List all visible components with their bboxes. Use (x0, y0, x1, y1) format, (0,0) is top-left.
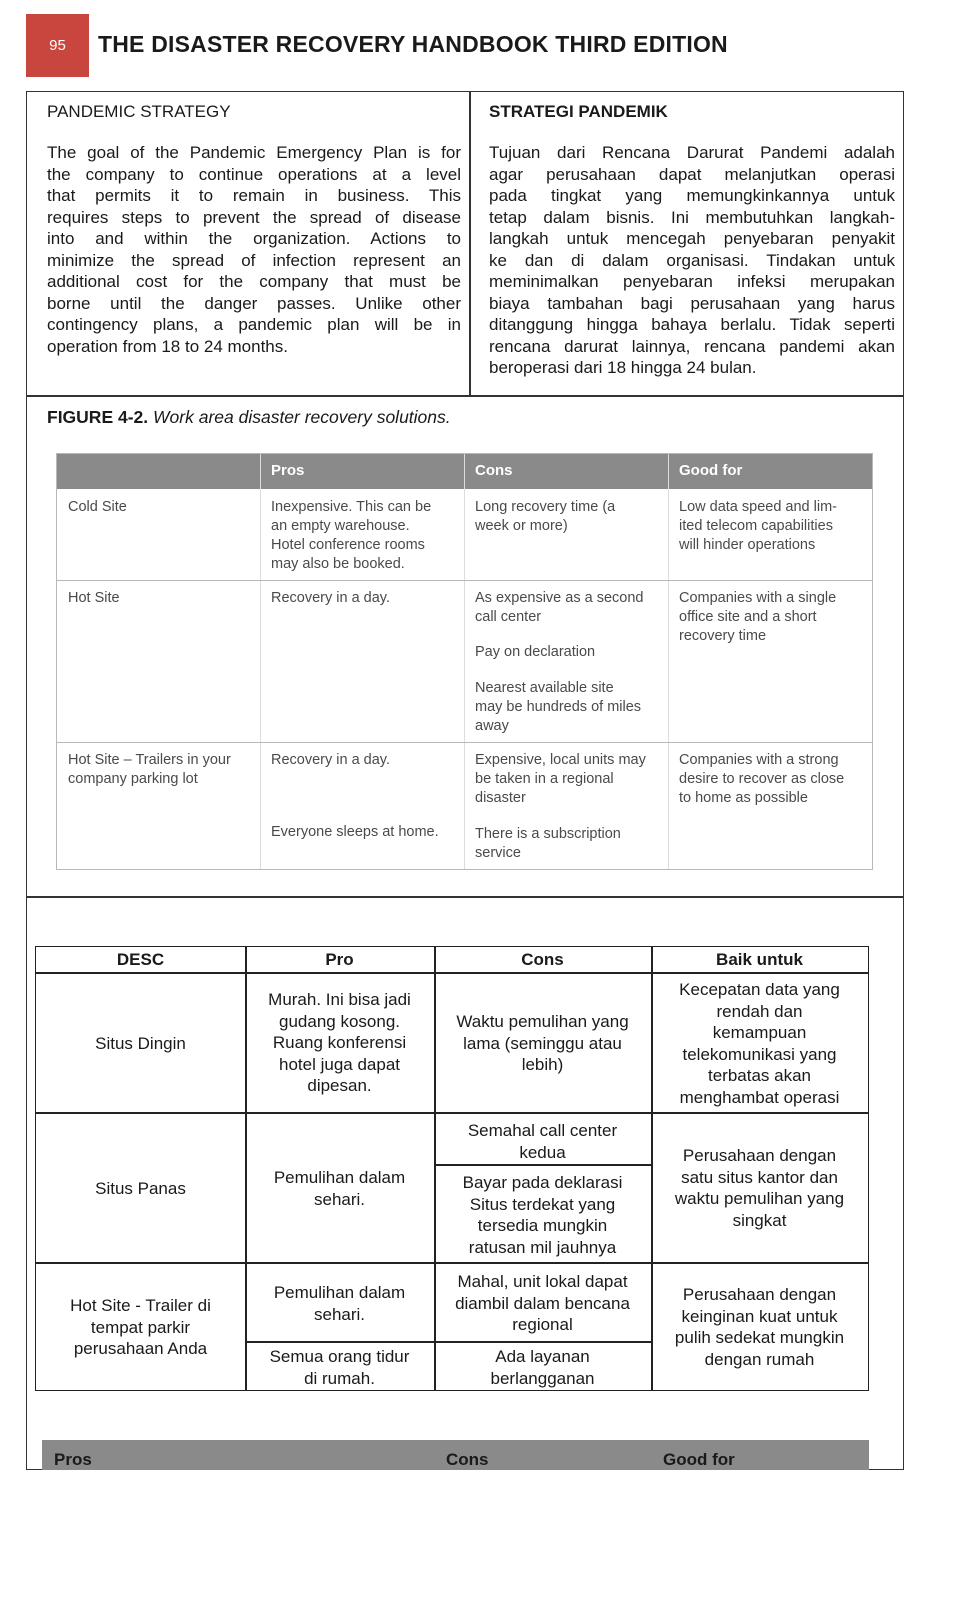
table-cell-pro (245, 1282, 434, 1325)
cell-line: Semahal call center (467, 1121, 618, 1140)
column-header: Pro (325, 950, 354, 969)
para-line: minimize the spread of infection represent an (47, 250, 461, 270)
cell-line: Semua orang tidur (269, 1347, 410, 1366)
cell-line: menghambat operasi (679, 1087, 840, 1107)
column-header: Pros (271, 462, 305, 479)
indonesian-paragraph (489, 142, 895, 379)
table-cell-pro (245, 1346, 434, 1389)
column-divider (469, 91, 471, 396)
cell-line: There is a subscription (475, 826, 621, 842)
column-divider (464, 454, 465, 869)
indonesian-section-title: STRATEGI PANDEMIK (489, 102, 668, 121)
table-cell-pros (271, 823, 439, 842)
column-divider (668, 454, 669, 869)
cell-line: Ruang konferensi (272, 1033, 407, 1052)
cell-line: Companies with a strong (679, 752, 839, 768)
cell-line: gudang kosong. (279, 1011, 400, 1031)
para-line: The goal of the Pandemic Emergency Plan is for (47, 143, 461, 162)
cell-line: recovery time (679, 628, 767, 644)
table-cell-cons (434, 1172, 651, 1258)
cell-line: Expensive, local units may (475, 752, 646, 768)
column-divider (260, 454, 261, 869)
cell-line: Ada layanan (495, 1347, 590, 1366)
book-title: THE DISASTER RECOVERY HANDBOOK THIRD EDITION (98, 31, 728, 57)
column-header: Cons (475, 462, 513, 479)
english-paragraph (47, 142, 461, 357)
cell-line: service (475, 845, 521, 861)
para-line: the company to continue operations at a level (47, 164, 461, 184)
cell-line: Waktu pemulihan yang (456, 1012, 629, 1031)
cell-line: away (475, 718, 509, 734)
row-divider (36, 972, 868, 974)
cell-line: As expensive as a second (475, 590, 644, 606)
table-cell-cons (475, 679, 641, 736)
table-cell-good-for (679, 589, 836, 646)
cell-line: Pay on declaration (475, 644, 596, 660)
cell-line: Situs Dingin (95, 1034, 186, 1053)
cell-line: pulih sedekat mungkin (674, 1328, 845, 1347)
para-line: requires steps to prevent the spread of disease (47, 207, 461, 227)
cell-divider (435, 1164, 652, 1166)
table-cell-desc (36, 1295, 245, 1360)
para-line: into and within the organization. Actions to (47, 229, 461, 248)
para-line: pada tingkat yang memungkinkannya untuk (489, 186, 895, 205)
table-cell-cons (434, 1271, 651, 1336)
cell-line: office site and a short (679, 609, 817, 625)
column-header: Cons (521, 950, 564, 969)
cell-line: Inexpensive. This can be (271, 499, 432, 515)
cell-line: Situs Panas (95, 1179, 186, 1198)
para-line: beroperasi dari 18 hingga 24 bulan. (489, 358, 757, 377)
figure-caption (47, 407, 451, 428)
para-line: agar perusahaan dapat melanjutkan operasi (489, 164, 895, 184)
cell-line: di rumah. (304, 1368, 375, 1388)
table-cell-desc (68, 498, 127, 517)
cell-line: Situs terdekat yang (469, 1194, 616, 1214)
para-line: operation from 18 to 24 months. (47, 336, 288, 356)
table-cell-good-for (679, 751, 844, 808)
cell-line: Murah. Ini bisa jadi (268, 990, 411, 1009)
cell-line: may also be booked. (271, 556, 405, 572)
para-line: that permits it to remain in business. This (47, 186, 461, 205)
row-divider (57, 742, 872, 743)
cell-line: week or more) (475, 518, 568, 534)
table-cell-pro (245, 1167, 434, 1210)
table-cell-cons (475, 751, 646, 808)
cell-line: tersedia mungkin (477, 1216, 608, 1235)
para-line: langkah untuk mencegah penyebaran penyakit (489, 229, 895, 248)
cell-line: an empty warehouse. (271, 518, 410, 534)
figure-label: FIGURE 4-2. (47, 407, 149, 427)
para-line: Tujuan dari Rencana Darurat Pandemi adalah (489, 143, 895, 162)
section-divider (26, 395, 904, 397)
cell-line: Low data speed and lim- (679, 499, 837, 515)
cell-line: dipesan. (307, 1076, 372, 1095)
english-section-title: PANDEMIC STRATEGY (47, 102, 231, 121)
cell-line: Hot Site – Trailers in your (68, 752, 231, 768)
cell-line: Long recovery time (a (475, 499, 616, 515)
cell-line: Hotel conference rooms (271, 537, 425, 553)
row-divider (57, 580, 872, 581)
cell-line: keinginan kuat untuk (681, 1306, 838, 1326)
table-cell-desc (68, 589, 120, 608)
cell-line: waktu pemulihan yang (674, 1189, 845, 1208)
cell-line: Kecepatan data yang (679, 980, 840, 999)
cell-line: Hot Site - Trailer di (70, 1296, 211, 1315)
table-cell-cons (475, 825, 621, 863)
cell-line: Everyone sleeps at home. (271, 824, 439, 840)
table-cell-pros (271, 751, 390, 770)
table-cell-cons (434, 1011, 651, 1076)
cell-line: call center (475, 609, 542, 625)
cell-line: Perusahaan dengan (682, 1285, 837, 1304)
cell-line: Pemulihan dalam (273, 1283, 406, 1302)
cell-line: dengan rumah (704, 1349, 815, 1369)
page-number-badge (26, 14, 89, 77)
para-line: borne until the danger passes. Unlike other (47, 293, 461, 313)
table-cell-cons (434, 1346, 651, 1389)
column-header: Good for (663, 1450, 735, 1469)
cell-line: to home as possible (679, 790, 808, 806)
column-header: Cons (446, 1450, 489, 1469)
column-header: Pros (54, 1450, 92, 1469)
table-cell-pros (271, 498, 431, 574)
cell-line: Recovery in a day. (271, 590, 391, 606)
cell-line: company parking lot (68, 771, 198, 787)
cell-line: Hot Site (68, 590, 120, 606)
row-divider (36, 1112, 868, 1114)
para-line: biaya tambahan bagi perusahaan yang harus (489, 293, 895, 313)
cell-line: lama (seminggu atau (463, 1033, 622, 1053)
table-cell-cons (475, 643, 595, 662)
table-cell-good-for (679, 498, 837, 555)
cell-line: terbatas akan (707, 1066, 811, 1085)
table-cell-cons (475, 498, 615, 536)
truncated-table-header (42, 1440, 869, 1470)
indonesian-recovery-table (35, 946, 869, 1391)
cell-line: Bayar pada deklarasi (462, 1173, 623, 1192)
cell-line: tempat parkir (90, 1317, 191, 1337)
para-line: rencana darurat lainnya, rencana pandemi akan (489, 336, 895, 356)
para-line: contingency plans, a pandemic plan will be in (47, 315, 461, 334)
cell-line: singkat (732, 1210, 787, 1230)
table-cell-desc (36, 1033, 245, 1055)
cell-line: Mahal, unit lokal dapat (457, 1272, 628, 1291)
table-cell-cons (475, 589, 643, 627)
para-line: tetap dalam bisnis. Ini membutuhkan langkah- (489, 207, 895, 227)
cell-line: desire to recover as close (679, 771, 845, 787)
cell-line: sehari. (313, 1304, 366, 1324)
cell-line: rendah dan (716, 1001, 803, 1021)
cell-line: Nearest available site (475, 680, 614, 696)
cell-line: hotel juga dapat (279, 1054, 400, 1074)
table-cell-good-for (651, 979, 868, 1108)
figure-caption-text: Work area disaster recovery solutions. (153, 407, 451, 427)
cell-line: Cold Site (68, 499, 127, 515)
cell-line: satu situs kantor dan (681, 1167, 838, 1187)
column-header: DESC (116, 950, 165, 969)
cell-line: Companies with a single (679, 590, 837, 606)
table-cell-desc (68, 751, 231, 789)
cell-line: telekomunikasi yang (682, 1044, 837, 1064)
cell-line: perusahaan Anda (73, 1339, 208, 1358)
cell-line: berlangganan (490, 1368, 595, 1388)
cell-line: may be hundreds of miles (475, 699, 642, 715)
column-header: Baik untuk (716, 950, 803, 969)
cell-line: kemampuan (712, 1023, 807, 1042)
cell-line: sehari. (313, 1189, 366, 1209)
page-number: 95 (49, 37, 66, 54)
english-recovery-table (56, 453, 873, 870)
cell-line: kedua (519, 1142, 566, 1162)
table-cell-pros (271, 589, 390, 608)
cell-line: ited telecom capabilities (679, 518, 833, 534)
table-cell-desc (36, 1178, 245, 1200)
cell-line: diambil dalam bencana (455, 1293, 630, 1313)
row-divider (36, 1262, 868, 1264)
para-line: ke dan di dalam organisasi. Tindakan untuk (489, 250, 895, 270)
para-line: ditanggung hingga bahaya berlalu. Tidak seperti (489, 315, 895, 334)
table-cell-good-for (651, 1284, 868, 1370)
cell-line: Pemulihan dalam (273, 1168, 406, 1187)
cell-line: lebih) (521, 1055, 564, 1074)
table-cell-good-for (651, 1145, 868, 1231)
section-divider (26, 896, 904, 898)
cell-line: disaster (475, 790, 526, 806)
cell-divider (246, 1341, 652, 1343)
para-line: meminimalkan penyebaran infeksi merupakan (489, 272, 895, 291)
cell-line: Perusahaan dengan (682, 1146, 837, 1165)
cell-line: regional (512, 1315, 573, 1334)
table-cell-cons (434, 1120, 651, 1163)
cell-line: Recovery in a day. (271, 752, 391, 768)
cell-line: will hinder operations (679, 537, 816, 553)
table-cell-pro (245, 989, 434, 1097)
cell-line: be taken in a regional (475, 771, 614, 787)
para-line: additional cost for the company that must be (47, 272, 461, 291)
column-header: Good for (679, 462, 743, 479)
cell-line: ratusan mil jauhnya (468, 1237, 617, 1257)
